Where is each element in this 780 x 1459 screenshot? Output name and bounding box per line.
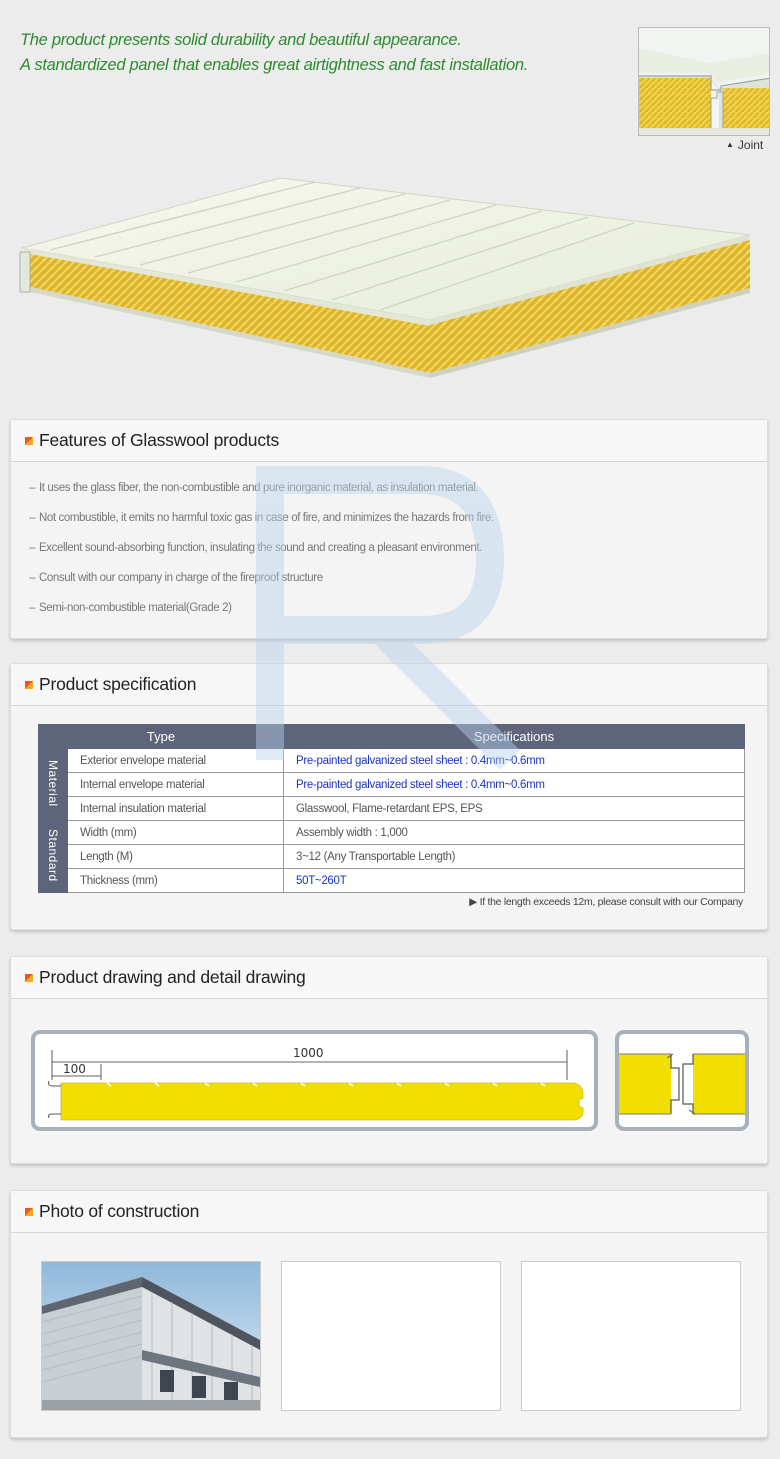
table-row: Thickness (mm) 50T~260T: [39, 869, 745, 893]
table-row: Material Exterior envelope material Pre-painted galvanized steel sheet : 0.4mm~0.6mm: [39, 749, 745, 773]
dim-total: 1000: [293, 1046, 324, 1060]
features-card: [10, 419, 768, 639]
group-material: Material: [39, 749, 68, 821]
triangle-up-icon: ▲: [726, 140, 734, 149]
list-item: – Not combustible, it emits no harmful toxic gas in case of fire, and minimizes the hazards from fire.: [29, 512, 494, 524]
square-bullet-icon: [25, 974, 33, 982]
spec-header: [11, 664, 767, 706]
features-header: [11, 420, 767, 462]
table-row: Length (M) 3~12 (Any Transportable Length): [39, 845, 745, 869]
spec-note: ▶ If the length exceeds 12m, please consult with our Company: [469, 896, 743, 908]
drawing-title: Product drawing and detail drawing: [39, 967, 306, 987]
joint-image: [638, 27, 770, 136]
features-list: [11, 462, 767, 632]
sandwich-panel-image: [10, 170, 770, 385]
table-header-row: [39, 725, 745, 749]
dim-rib: 100: [63, 1062, 86, 1076]
table-row: Standard Width (mm) Assembly width : 1,000: [39, 821, 745, 845]
square-bullet-icon: [25, 437, 33, 445]
triangle-right-icon: ▶: [469, 896, 478, 908]
construction-photo-3[interactable]: [521, 1261, 741, 1411]
group-standard: Standard: [39, 821, 68, 893]
features-title: Features of Glasswool products: [39, 430, 280, 450]
tagline-line-2: A standardized panel that enables great airtightness and fast installation.: [20, 56, 528, 74]
table-row: Internal insulation material Glasswool, Flame-retardant EPS, EPS: [39, 797, 745, 821]
header-type: Type: [39, 725, 284, 749]
construction-card: [10, 1190, 768, 1438]
spec-table: [38, 724, 745, 893]
construction-title: Photo of construction: [39, 1201, 200, 1221]
list-item: – Semi-non-combustible material(Grade 2): [29, 602, 232, 614]
list-item: – Consult with our company in charge of the fireproof structure: [29, 572, 323, 584]
spec-title: Product specification: [39, 674, 197, 694]
construction-photo-1[interactable]: [41, 1261, 261, 1411]
construction-photo-2[interactable]: [281, 1261, 501, 1411]
drawing-header: [11, 957, 767, 999]
joint-detail-drawing: [615, 1030, 749, 1131]
square-bullet-icon: [25, 1208, 33, 1216]
tagline-line-1: The product presents solid durability and beautiful appearance.: [20, 31, 462, 49]
drawing-card: [10, 956, 768, 1164]
list-item: – Excellent sound-absorbing function, insulating the sound and creating a pleasant environment.: [29, 542, 482, 554]
table-row: Internal envelope material Pre-painted galvanized steel sheet : 0.4mm~0.6mm: [39, 773, 745, 797]
construction-header: [11, 1191, 767, 1233]
intro-section: [0, 0, 780, 400]
tagline: [20, 28, 528, 78]
joint-caption: ▲ Joint: [726, 138, 764, 152]
product-drawing: [31, 1030, 598, 1131]
spec-card: [10, 663, 768, 930]
header-specifications: Specifications: [284, 725, 745, 749]
list-item: – It uses the glass fiber, the non-combustible and pure inorganic material, as insulation material.: [29, 482, 479, 494]
square-bullet-icon: [25, 681, 33, 689]
